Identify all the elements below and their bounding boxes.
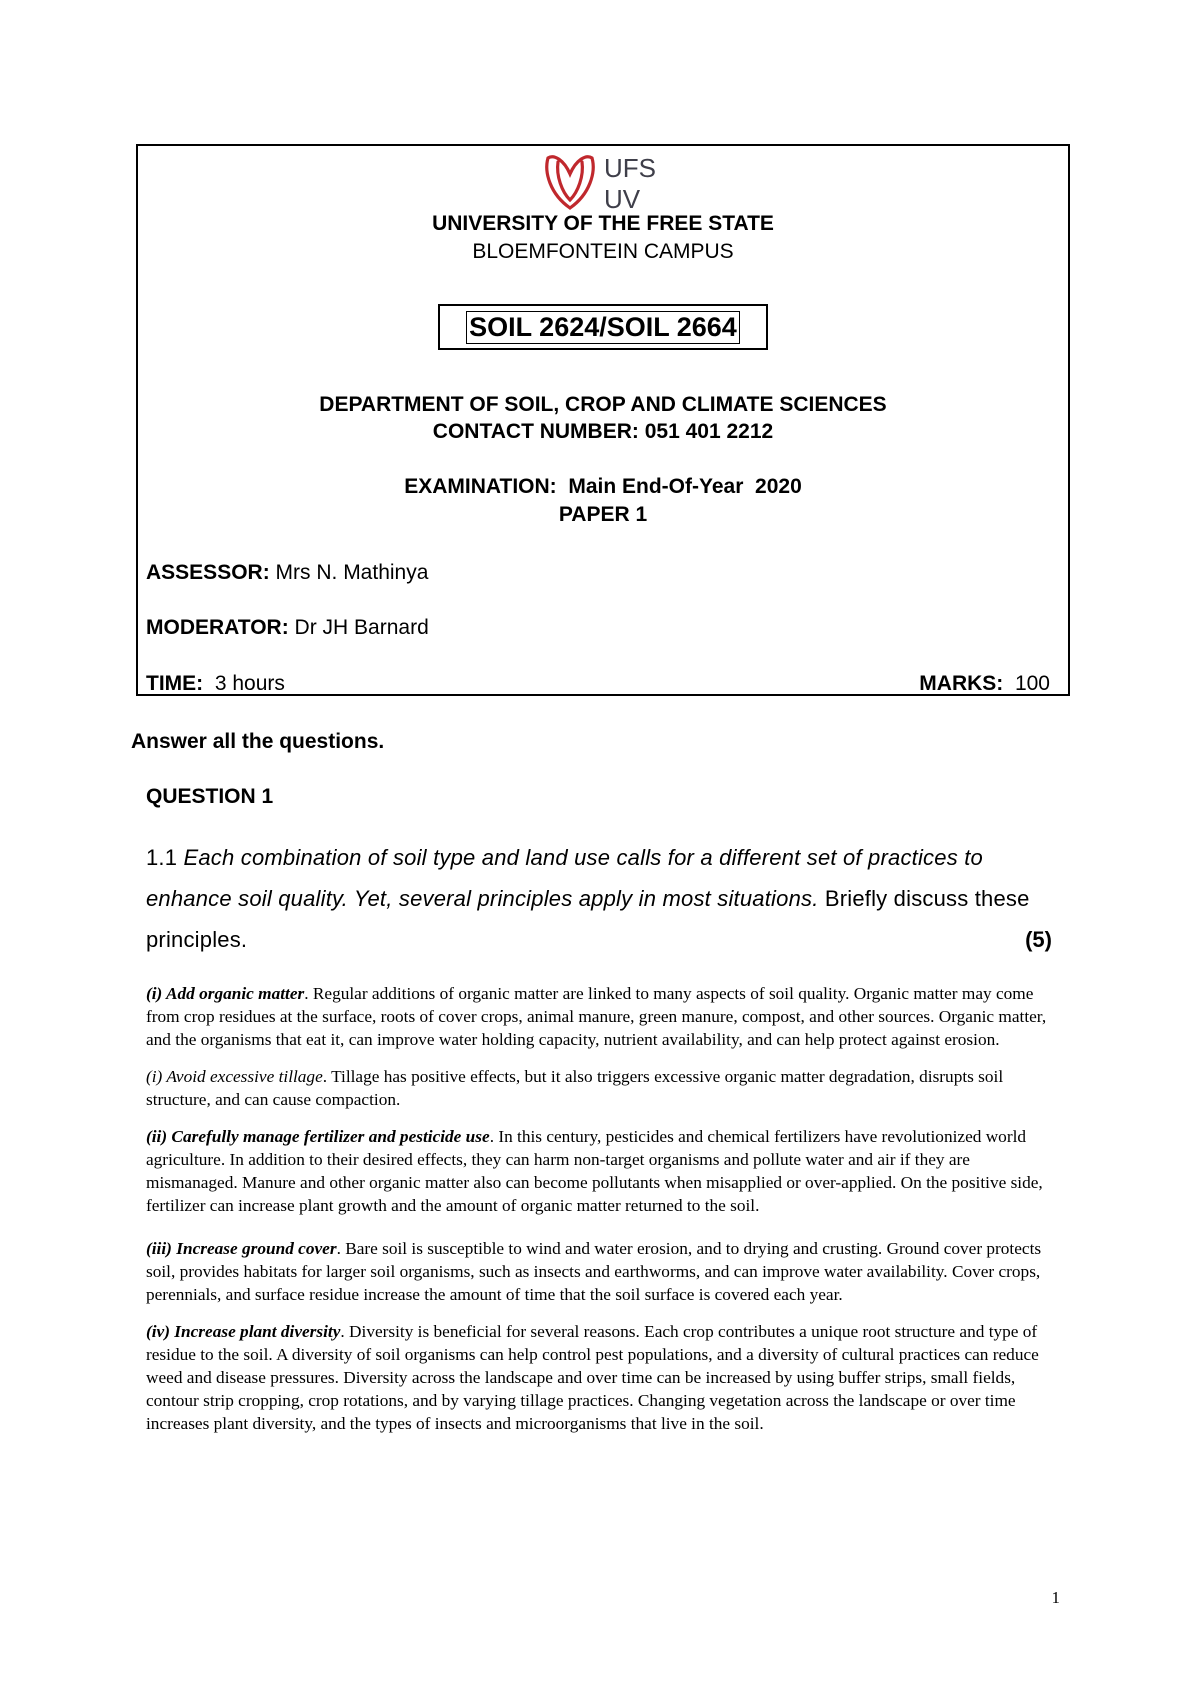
- answer-text: . In this century, pesticides and chemical fertilizers have revolutionized world agriculture. In addition to their desired effects, they can harm non-target organisms and pollute water and air if they are mismanaged. Manure and other organic matter also can become pollutants when misapplied or over-applied. On the positive side, fertilizer can increase plant growth and the amount of organic matter returned to the soil.: [146, 1127, 1043, 1215]
- time-value: 3 hours: [203, 672, 285, 695]
- logo-text-uv: UV: [604, 184, 641, 214]
- question-plain-text: Briefly discuss these principles.: [146, 886, 1030, 952]
- time-label: TIME:: [146, 672, 204, 695]
- assessor-value: Mrs N. Mathinya: [269, 561, 429, 584]
- question-italic-text: Each combination of soil type and land use calls for a different set of practices to enhance soil quality. Yet, several principles apply in most situations.: [146, 845, 983, 911]
- course-code-box: [438, 304, 768, 350]
- contact-number: CONTACT NUMBER: 051 401 2212: [432, 420, 774, 443]
- moderator-value: Dr JH Barnard: [288, 616, 429, 639]
- answer-text: . Diversity is beneficial for several reasons. Each crop contributes a unique root structure and type of residue to the soil. A diversity of soil organisms can help control pest populations, and a diversity of cultural practices can reduce weed and disease pressures. Diversity across the landscape and over time can be increased by using buffer strips, small fields, contour strip cropping, crop rotations, and by varying tillage practices. Changing vegetation across the landscape or over time increases plant diversity, and the types of insects and microorganisms that live in the soil.: [146, 1322, 1039, 1433]
- examination-title: EXAMINATION: Main End-Of-Year 2020: [404, 475, 802, 498]
- answer-section: [146, 982, 1061, 1449]
- paper-number: PAPER 1: [558, 503, 648, 526]
- answer-text: . Bare soil is susceptible to wind and water erosion, and to drying and crusting. Ground cover protects soil, provides habitats for larger soil organisms, such as insects and earthworms, and can improve water availability. Cover crops, perennials, and surface residue increase the amount of time that the soil surface is covered each year.: [146, 1239, 1042, 1304]
- marks-value: 100: [1003, 672, 1050, 695]
- question-heading: QUESTION 1: [146, 785, 274, 808]
- answer-paragraph: [146, 1237, 1061, 1306]
- question-number: 1.1: [146, 845, 184, 870]
- assessor-row: [146, 560, 428, 586]
- question-text: [146, 837, 1056, 960]
- question-marks: (5): [1025, 927, 1052, 952]
- time-row: [146, 671, 285, 697]
- moderator-row: [146, 615, 429, 641]
- answer-label: (i) Add organic matter: [146, 984, 305, 1003]
- campus-name: BLOEMFONTEIN CAMPUS: [472, 240, 734, 263]
- answer-paragraph: [146, 1320, 1061, 1435]
- answer-paragraph: [146, 1065, 1061, 1111]
- answer-label: (iv) Increase plant diversity: [146, 1322, 341, 1341]
- instruction-text: Answer all the questions.: [131, 730, 385, 753]
- department-name: DEPARTMENT OF SOIL, CROP AND CLIMATE SCIENCES: [319, 393, 887, 416]
- answer-paragraph: [146, 982, 1061, 1051]
- ufs-uv-logo-icon: [540, 150, 670, 214]
- moderator-label: MODERATOR:: [146, 616, 289, 639]
- course-code: SOIL 2624/SOIL 2664: [469, 311, 737, 342]
- assessor-label: ASSESSOR:: [146, 561, 270, 584]
- marks-row: [919, 671, 1050, 697]
- answer-label: (i) Avoid excessive tillage: [146, 1067, 323, 1086]
- university-name: UNIVERSITY OF THE FREE STATE: [432, 212, 774, 235]
- answer-label: (iii) Increase ground cover: [146, 1239, 337, 1258]
- page-number: 1: [1051, 1588, 1060, 1607]
- logo-text-ufs: UFS: [604, 153, 656, 183]
- answer-label: (ii) Carefully manage fertilizer and pesticide use: [146, 1127, 490, 1146]
- answer-text: . Tillage has positive effects, but it also triggers excessive organic matter degradation, disrupts soil structure, and can cause compaction.: [146, 1067, 1004, 1109]
- answer-text: . Regular additions of organic matter are linked to many aspects of soil quality. Organic matter may come from crop residues at the surface, roots of cover crops, animal manure, green manure, compost, and other sources. Organic matter, and the organisms that eat it, can improve water holding capacity, nutrient availability, and can help protect against erosion.: [146, 984, 1047, 1049]
- answer-paragraph: [146, 1125, 1061, 1217]
- marks-label: MARKS:: [919, 672, 1004, 695]
